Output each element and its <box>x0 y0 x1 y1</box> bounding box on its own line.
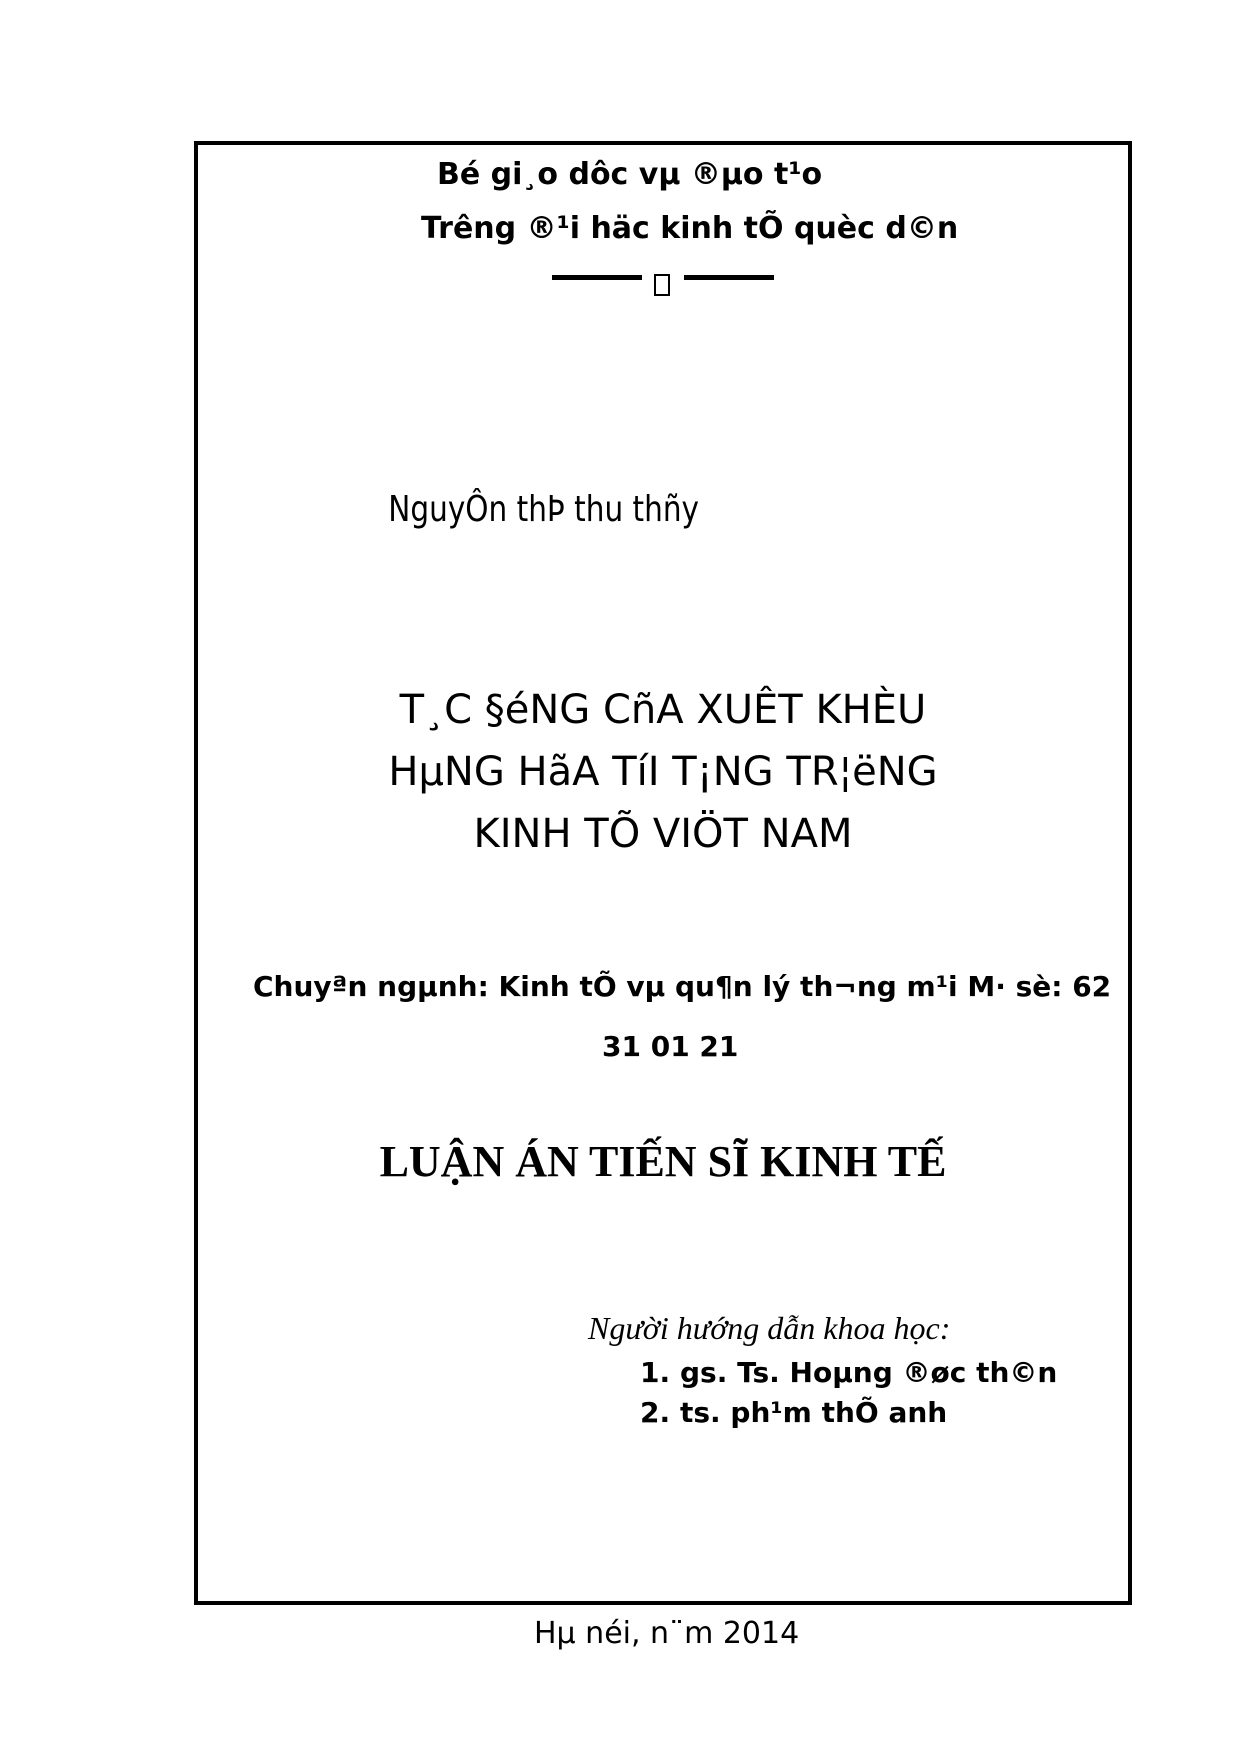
ornament-icon <box>654 274 670 296</box>
thesis-title-line-1: T¸C §éNG CñA XUÊT KHÈU <box>399 687 927 733</box>
advisor-item <box>640 1353 1057 1393</box>
thesis-title-line-2: HµNG HãA TíI T¡NG TR¦ëNG <box>388 749 938 795</box>
advisor-item <box>640 1393 1057 1433</box>
degree-title: LUẬN ÁN TIẾN SĨ KINH TẾ <box>379 1137 947 1186</box>
author-name: NguyÔn thÞ thu thñy <box>388 489 700 530</box>
specialty-line: Chuyªn ngµnh: Kinh tÕ vµ qu¶n lý th¬ng m¹i M· sè: 62 <box>253 970 1112 1003</box>
advisor-name: gs. Ts. Hoµng ®øc th©n <box>680 1356 1058 1389</box>
ministry-name: Bé gi¸o dôc vµ ®µo t¹o <box>437 157 823 192</box>
advisor-number: 1. <box>640 1356 671 1389</box>
thesis-title-line-3: KINH TÕ VIÖT NAM <box>473 811 853 857</box>
specialty-code: 31 01 21 <box>602 1030 739 1063</box>
advisor-number: 2. <box>640 1396 671 1429</box>
university-name: Trêng ®¹i häc kinh tÕ quèc d©n <box>421 211 959 246</box>
advisors-list <box>640 1353 1057 1433</box>
ornament-line-right <box>684 275 774 280</box>
ornament-line-left <box>552 275 642 280</box>
place-and-year: Hµ néi, n¨m 2014 <box>534 1616 800 1651</box>
advisors-label: Người hướng dẫn khoa học: <box>588 1310 951 1346</box>
advisor-name: ts. ph¹m thÕ anh <box>680 1396 948 1429</box>
